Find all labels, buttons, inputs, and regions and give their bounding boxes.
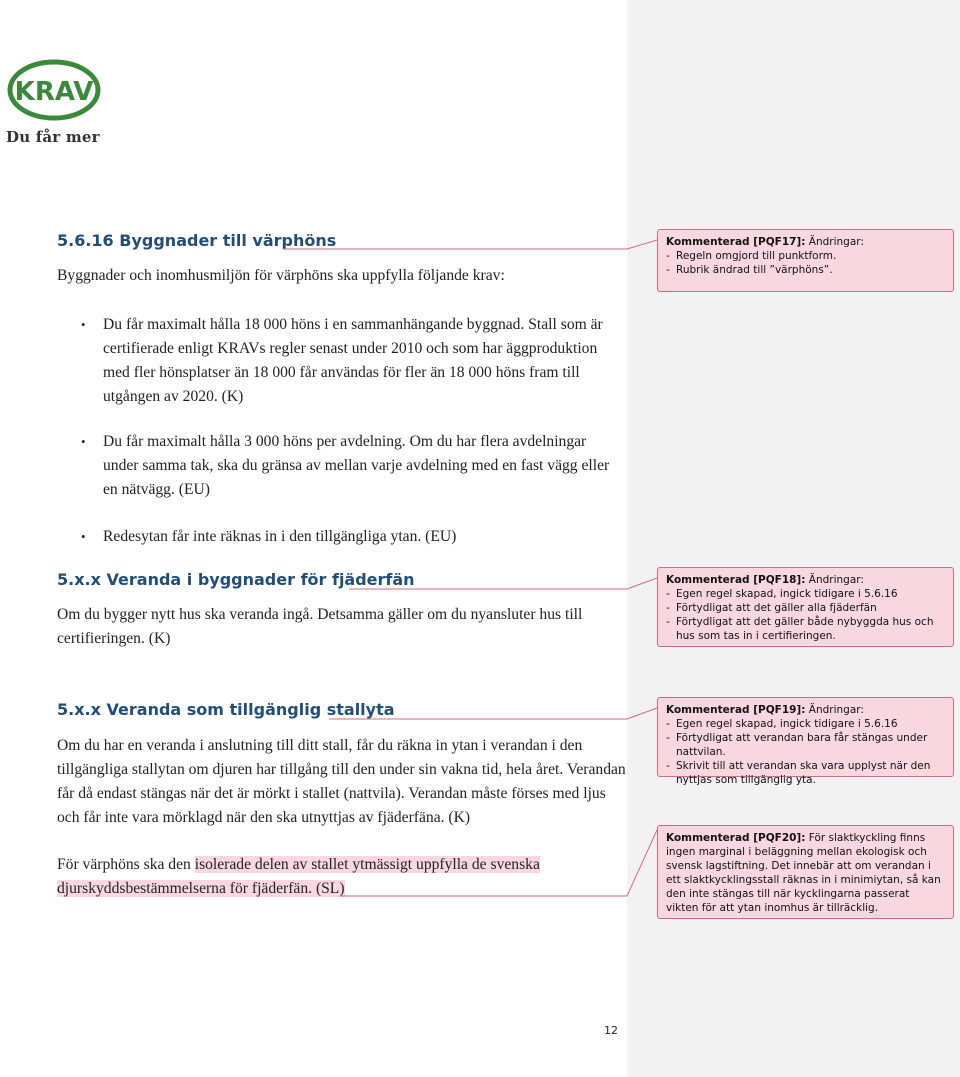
section-title: Byggnader till värphöns (119, 231, 337, 250)
section-heading-2 (57, 570, 415, 589)
comment-item: - Egen regel skapad, ingick tidigare i 5.6.16 (666, 588, 898, 600)
section-title: Veranda i byggnader för fjäderfän (106, 570, 415, 589)
comment-item: - Förtydligat att det gäller både nybyggda hus och hus som tas in i certifieringen. (666, 616, 934, 642)
page-number: 12 (604, 1024, 618, 1037)
comment-header: Kommenterad [PQF20]: (666, 832, 806, 844)
comment-pqf20[interactable] (657, 825, 954, 919)
comment-lead: Ändringar: (805, 574, 864, 586)
section-body: Om du har en veranda i anslutning till ditt stall, får du räkna in ytan i verandan i den tillgängliga stallytan om djuren har tillgång till den under sin vakna tid, hela året. Verandan får då endast stängas när det är mörkt i stallet (nattvila). Verandan måste förses med ljus och får inte vara mörklagd när den ska utnyttjas av fjäderfäna. (K) (57, 737, 626, 826)
bullet-icon: • (81, 529, 86, 544)
section-intro: Byggnader och inomhusmiljön för värphöns ska uppfylla följande krav: (57, 267, 505, 284)
comment-item: - Förtydligat att det gäller alla fjäderfän (666, 602, 877, 614)
comment-header: Kommenterad [PQF17]: (666, 236, 806, 248)
section-heading-3 (57, 700, 395, 719)
comment-pqf18[interactable] (657, 567, 954, 647)
section-body: Om du bygger nytt hus ska veranda ingå. Detsamma gäller om du nyansluter hus till certifieringen. (K) (57, 606, 583, 647)
comment-header: Kommenterad [PQF19]: (666, 704, 806, 716)
bullet-item: Du får maximalt hålla 3 000 höns per avdelning. Om du har flera avdelningar under samma tak, ska du gränsa av mellan varje avdelning med en fast vägg eller en nätvägg. (EU) (103, 433, 610, 498)
bullet-icon: • (81, 434, 86, 449)
svg-text:KRAV: KRAV (14, 77, 94, 107)
logo-tagline: Du får mer (6, 128, 100, 146)
comment-item: - Förtydligat att verandan bara får stängas under nattvilan. (666, 732, 928, 758)
comment-list (666, 587, 945, 643)
comment-list (666, 249, 945, 277)
comment-item: - Rubrik ändrad till ”värphöns”. (666, 264, 833, 276)
bullet-item: Redesytan får inte räknas in i den tillgängliga ytan. (EU) (103, 528, 457, 545)
comment-lead: Ändringar: (805, 704, 864, 716)
section-number: 5.x.x (57, 700, 101, 719)
comment-pqf19[interactable] (657, 697, 954, 786)
bullet-icon: • (81, 317, 86, 332)
section-number: 5.6.16 (57, 231, 114, 250)
section-number: 5.x.x (57, 570, 101, 589)
comment-header: Kommenterad [PQF18]: (666, 574, 806, 586)
comment-item: - Egen regel skapad, ingick tidigare i 5.6.16 (666, 718, 898, 730)
comment-list (666, 717, 945, 787)
body-text: För värphöns ska den (57, 856, 195, 873)
section-title: Veranda som tillgänglig stallyta (106, 700, 395, 719)
comment-lead: Ändringar: (805, 236, 864, 248)
bullet-item: Du får maximalt hålla 18 000 höns i en sammanhängande byggnad. Stall som är certifierade enligt KRAVs regler senast under 2010 och som har äggproduktion med fler hönsplatser än 18 000 får användas för fler än 18 000 höns fram till utgången av 2020. (K) (103, 316, 603, 405)
highlighted-text: isolerade delen av stallet ytmässigt uppfylla de svenska djurskyddsbestämmelserna för fjäderfän. (SL) (57, 856, 540, 897)
section-body-highlighted (57, 853, 627, 901)
comment-item: - Regeln omgjord till punktform. (666, 250, 837, 262)
comment-lead: För slaktkyckling finns ingen marginal i beläggning mellan ekologisk och svensk lagstiftning. Det innebär att om verandan i ett slaktkycklingsstall räknas in i minimiytan, så kan den inte stängas till när kycklingarna passerat vikten för att ytan inomhus är tillräcklig. (666, 832, 941, 914)
section-heading-1 (57, 231, 336, 250)
comment-item: - Skrivit till att verandan ska vara upplyst när den nyttjas som tillgänglig yta. (666, 760, 931, 786)
comment-pqf17[interactable] (657, 229, 954, 292)
